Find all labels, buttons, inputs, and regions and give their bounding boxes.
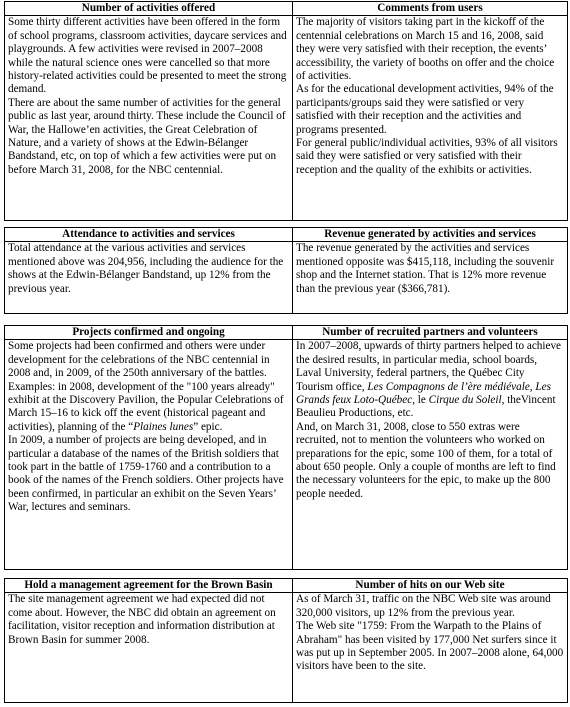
projects-cell <box>5 340 293 570</box>
partners-heading: Number of recruited partners and volunteers <box>293 326 568 340</box>
user-comments-cell <box>293 16 568 221</box>
activities-offered-cell <box>5 16 293 221</box>
revenue-cell <box>293 242 568 314</box>
activities-offered-heading: Number of activities offered <box>5 2 293 16</box>
attendance-cell <box>5 242 293 314</box>
brown-basin-paragraph: The site management agreement we had expected did not come about. However, the NBC did obtain an agreement on facilitation, visitor reception and information distribution at Brown Basin for summer 2008. <box>8 593 276 646</box>
user-comments-paragraph: For general public/individual activities, 93% of all visitors said they were satisfied or very satisfied with their reception and the quality of the exhibits or activities. <box>296 137 558 176</box>
projects-partners-table <box>4 325 568 570</box>
brown-basin-cell <box>5 593 293 703</box>
revenue-heading: Revenue generated by activities and services <box>293 228 568 242</box>
revenue-paragraph: The revenue generated by the activities and services mentioned opposite was $415,118, including the souvenir shop and the Internet station. That is 12% more revenue than the previous year ($366,781). <box>296 242 555 295</box>
web-hits-paragraph: As of March 31, traffic on the NBC Web site was around 320,000 visitors, up 12% from the previous year. <box>296 593 551 619</box>
attendance-heading: Attendance to activities and services <box>5 228 293 242</box>
projects-paragraph: Some projects had been confirmed and others were under development for the celebrations of the NBC centennial in 2008 and, in 2009, of the 250th anniversary of the battles. Examples: in 2008, development of the "100 years already" exhibit at the Discovery Pavilion, the Popular Celebrations of March 15–16 to kick off the event (historical pageant and activities), planning of the “Plaines lunes” epic. <box>8 340 284 433</box>
brown-basin-heading: Hold a management agreement for the Brown Basin <box>5 579 293 593</box>
attendance-revenue-table <box>4 227 568 314</box>
partners-cell <box>293 340 568 570</box>
brown-basin-web-table <box>4 578 568 703</box>
activities-comments-table <box>4 1 568 221</box>
web-hits-heading: Number of hits on our Web site <box>293 579 568 593</box>
user-comments-paragraph: The majority of visitors taking part in the kickoff of the centennial celebrations on March 15 and 16, 2008, said they were very satisfied with their reception, the events’ accessibility, the variety of booths on offer and the choice of activities. <box>296 16 555 83</box>
projects-heading: Projects confirmed and ongoing <box>5 326 293 340</box>
user-comments-heading: Comments from users <box>293 2 568 16</box>
partners-paragraph: And, on March 31, 2008, close to 550 extras were recruited, not to mention the volunteers who worked on preparations for the epic, some 100 of them, for a total of about 650 people. Only a couple of months are left to find the necessary volunteers for the epic, to make up the 800 people needed. <box>296 420 556 500</box>
web-hits-cell <box>293 593 568 703</box>
user-comments-paragraph: As for the educational development activities, 94% of the participants/groups said they were satisfied or very satisfied with their reception and the activities and programs presented. <box>296 83 554 136</box>
activities-offered-paragraph: There are about the same number of activities for the general public as last year, around thirty. These include the Council of War, the Hallowe’en activities, the Great Celebration of Nature, and a variety of shows at the Edwin-Bélanger Bandstand, etc, on top of which a few activities were put on before March 31, 2008, for the NBC centennial. <box>8 96 286 176</box>
web-hits-paragraph: The Web site "1759: From the Warpath to the Plains of Abraham" has been visited by 177,000 Net surfers since it was put up in September 2005. In 2007–2008 alone, 64,000 visitors have been to the site. <box>296 620 564 673</box>
activities-offered-paragraph: Some thirty different activities have been offered in the form of school programs, classroom activities, daycare services and playgrounds. A few activities were revised in 2007–2008 while the natural science ones were cancelled so that more history-related activities could be presented to meet the strong demand. <box>8 16 287 96</box>
attendance-paragraph: Total attendance at the various activities and services mentioned above was 204,956, including the audience for the shows at the Edwin-Bélanger Bandstand, up 12% from the previous year. <box>8 242 284 295</box>
projects-paragraph: In 2009, a number of projects are being developed, and in particular a database of the names of the British soldiers that took part in the battle of 1759-1760 and a contribution to a book of the names of the French soldiers. Other projects have been confirmed, in particular an exhibit on the Seven Years’ War, lectures and seminars. <box>8 434 284 514</box>
partners-paragraph: In 2007–2008, upwards of thirty partners helped to achieve the desired results, in particular media, school boards, Laval University, federal partners, the Québec City Tourism office, Les Compagnons de l’ère médiévale, Les Grands feux Loto-Québec, le Cirque du Soleil, theVincent Beaulieu Productions, etc. <box>296 340 562 420</box>
